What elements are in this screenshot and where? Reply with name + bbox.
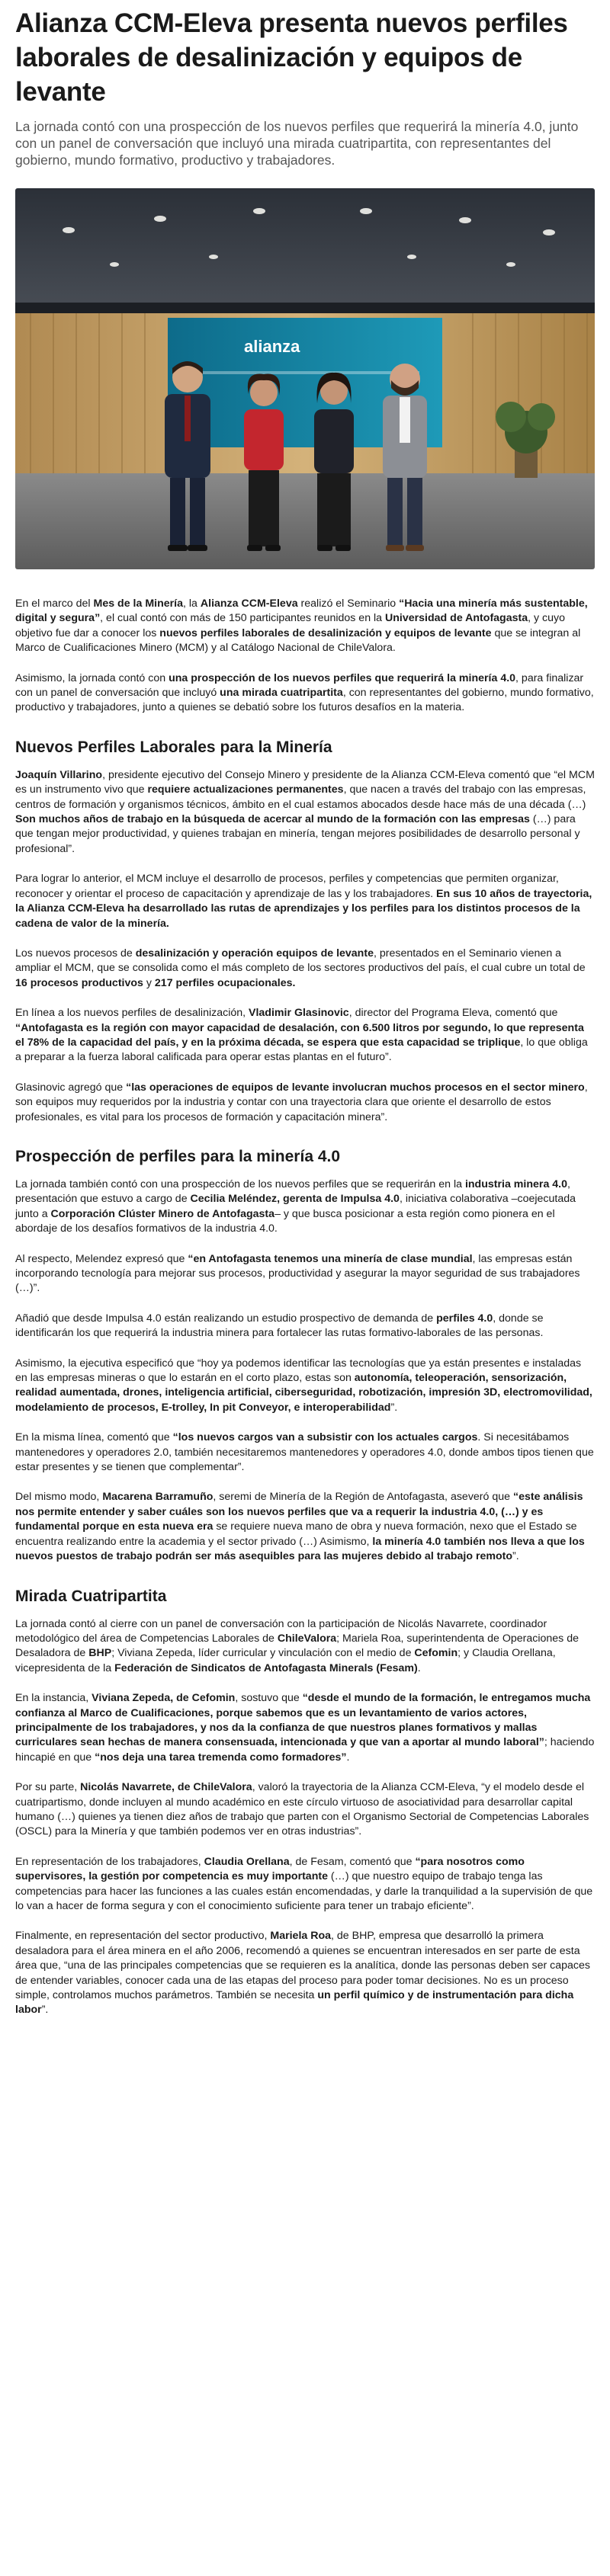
text-run: , presidente ejecutivo del Consejo Minero y presidente de la Alianza CCM-Eleva comentó que “el MCM es un instrumento vivo que [15,768,595,796]
section-heading: Mirada Cuatripartita [15,1587,167,1605]
text-run: En la instancia, [15,1692,92,1705]
bold-run: industria minera 4.0 [464,1177,567,1190]
bold-run: Joaquín Villarino [15,768,103,781]
text-run: ; Mariela Roa, superintendenta de Operaciones de Desaladora de [15,1632,579,1660]
text-run: . Si necesitábamos mantenedores y operadores 2.0, también necesitaremos mantenedores y operadores 4.0, donde ambos tipos tienen que estar presentes y se tienen que complementar”. [15,1431,594,1474]
text-run: La jornada contó al cierre con un panel de conversación con la participación de Nicolás Navarrete, coordinador metodológico del área de Competencias Laborales de [15,1617,547,1645]
text-run: ; y Claudia Orellana, vicepresidenta de la [15,1647,556,1674]
text-run: ; Viviana Zepeda, líder curricular y vinculación con el medio de [111,1647,415,1660]
bold-run: Mes de la Minería [93,598,183,610]
body-paragraph [15,1177,595,1237]
text-run: , director del Programa Eleva, comentó que [348,1007,558,1020]
bold-run: BHP [88,1647,112,1660]
bold-run: requiere actualizaciones permanentes [147,783,344,796]
section-heading: Nuevos Perfiles Laborales para la Minería [15,738,332,756]
body-paragraph [15,1252,595,1296]
body-paragraph [15,1780,595,1840]
article-title: Alianza CCM-Eleva presenta nuevos perfiles laborales de desalinización y equipos de levante [15,8,568,107]
text-run: , presentados en el Seminario vienen a ampliar el MCM, que se consolida como el más completo de los sectores productivos del país, el cual cubre un total de [15,947,586,975]
bold-run: un perfil químico y de instrumentación para dicha labor [15,1989,574,2017]
event-photo-image [15,188,595,569]
body-paragraph [15,1006,595,1065]
bold-run: “desde el mundo de la formación, le entregamos mucha confianza al Marco de Cualificaciones [15,1692,591,1719]
bold-run: Alianza CCM-Eleva [200,598,298,610]
text-run: , son equipos muy requeridos por la industria y contar con una trayectoria clara que oriente el desarrollo de estos profesionales, es vital para los procesos de formación y capacitación minera”. [15,1081,588,1123]
bold-run: Corporación Clúster Minero de Antofagasta [50,1207,275,1220]
bold-run: la minería 4.0 también nos lleva a que los nuevos puestos de trabajo podrán ser más asequibles para las mujeres debido al trabajo remoto [15,1535,585,1563]
bold-run: desalinización y operación equipos de levante [135,947,374,960]
bold-run: Viviana Zepeda, de Cefomin [92,1692,236,1705]
text-run: que se integran al Marco de Cualificaciones Minero (MCM) y al Catálogo Nacional de ChileValora. [15,626,581,655]
text-run: ”. [390,1401,398,1414]
text-run: En representación de los trabajadores, [15,1855,204,1868]
text-run: Asimismo, la ejecutiva especificó que “hoy ya podemos identificar las tecnologías que ya están presentes e instaladas en las empresas mineras o que lo estarán en el corto plazo, estas son [15,1357,582,1385]
text-run: (…) para que tengan mejor productividad, y quienes trabajan en minería, tengan mejores posibilidades de desarrollo personal y profesional”. [15,813,580,855]
article-lead: La jornada contó con una prospección de los nuevos perfiles que requerirá la minería 4.0, junto con un panel de conversación que incluyó una mirada cuatripartita, con representantes del gobierno, mundo formativo, productivo y trabajadores. [15,119,579,168]
bold-run: Mariela Roa [270,1930,332,1943]
bold-run: Cecilia Meléndez, gerenta de Impulsa 4.0 [190,1193,400,1206]
text-run: Por su parte, [15,1781,81,1794]
text-run: ”. [41,2004,49,2017]
text-run: En la misma línea, comentó que [15,1431,173,1444]
text-run: ; haciendo hincapié en que [15,1736,595,1764]
text-run: , sostuvo que [235,1692,303,1705]
text-run: , presentación que estuvo a cargo de [15,1177,570,1206]
bold-run: 16 procesos productivos [15,976,143,989]
text-run: ”. [512,1550,519,1563]
text-run: , de BHP, empresa que desarrolló la primera desaladora para el área minera en el año 2006, recomendó a quienes se encuentran interesados en ser parte de esta área que, “una de las principales competencias que se requieren es la analítica, donde las personas deben ser capaces de entender variables, conocer cada una de las etapas del proceso para poder tomar decisiones. No es un proceso simple, controlamos muchos parámetros. También se necesita [15,1930,590,2002]
bold-run: Federación de Sindicatos de Antofagasta Minerals (Fesam) [114,1661,418,1674]
bold-run: “Antofagasta es la región con mayor capacidad de desalación, con 6.500 litros por segundo, lo que representa el 78% de la capacidad del país, y en la próxima década, se espera que esta capacidad se triplique [15,1021,584,1049]
body-paragraph [15,1929,595,2017]
bold-run: Son muchos años de trabajo en la búsqueda de acercar al mundo de la formación con las empresas [15,813,530,826]
text-run: Del mismo modo, [15,1491,103,1504]
body-paragraph [15,947,595,991]
text-run: La jornada también contó con una prospección de los nuevos perfiles que se requerirán en la [15,1177,465,1190]
bold-run: “para nosotros como supervisores, la gestión por competencia es muy importante [15,1855,525,1883]
body-paragraph [15,1357,595,1416]
text-run: realizó el Seminario [297,598,400,610]
text-run: , donde se identificarán los que requerirá la industria minera para fortalecer las rutas formativo-laborales de las personas. [15,1312,544,1340]
text-run: En línea a los nuevos perfiles de desalinización, [15,1007,249,1020]
text-run: , lo que obliga a preparar a la fuerza laboral calificada para operar estas plantas en el futuro”. [15,1036,588,1064]
bold-run: autonomía, teleoperación, sensorización, realidad aumentada, drones, inteligencia artificial, ciberseguridad, robotización, impresión 3D, electromovilidad, modelamiento de procesos, E-trolley, In pit Conveyor, e interoperabilidad [15,1372,592,1414]
bold-run: Universidad de Antofagasta [385,612,528,625]
text-run: Asimismo, la jornada contó con [15,671,169,684]
text-run: , seremi de Minería de la Región de Antofagasta, aseveró que [213,1491,513,1504]
body-paragraph [15,1855,595,1914]
text-run: – y que busca posicionar a esta región como pionera en el abordaje de los desafíos formativos de la industria 4.0. [15,1207,555,1235]
text-run: , y cuyo objetivo fue dar a conocer los [15,612,566,639]
bold-run: Cefomin [414,1647,458,1660]
text-run: . [346,1751,350,1764]
body-paragraph [15,1691,595,1765]
body-paragraph [15,1312,595,1341]
bold-run: una prospección de los nuevos perfiles que requerirá la minería 4.0 [169,671,516,684]
bold-run: Macarena Barramuño [102,1491,214,1504]
bold-run: 217 perfiles ocupacionales. [154,976,296,989]
body-paragraph [15,1490,595,1564]
bold-run: ChileValora [277,1632,337,1645]
text-run: y [143,976,155,989]
text-run: (…) que nuestro equipo de trabajo tenga las competencias para hacer las funciones a las cuales están encomendadas, y darle la tranquilidad a la supervisión de que lo van a hacer de forma segura y con el conocimiento suficiente para tener un trabajo eficiente”. [15,1870,593,1912]
section-heading: Prospección de perfiles para la minería 4.0 [15,1147,341,1165]
text-run: Glasinovic agregó que [15,1081,127,1094]
text-run: Finalmente, en representación del sector productivo, [15,1930,271,1943]
bold-run: “Hacia una minería más sustentable, digital y segura” [15,598,588,625]
banner-text: alianza [244,337,300,356]
body-paragraph [15,671,595,716]
bold-run: Vladimir Glasinovic [249,1007,349,1020]
bold-run: En sus 10 años de trayectoria, la Alianza CCM-Eleva ha desarrollado las rutas de aprendizajes y los perfiles para los distintos procesos de la cadena de valor de la minería. [15,887,592,930]
bold-run: Nicolás Navarrete, de ChileValora [80,1781,252,1794]
bold-run: , porque sabemos que es un levantamiento de varios actores, principalmente de los trabajadores, y nos da la confianza de que nuestros planes formativos y mallas curriculares sean hechas de manera consensuada, intencionada y que van a aportar al mundo laboral” [15,1706,544,1749]
bold-run: “en Antofagasta tenemos una minería de clase mundial [188,1252,473,1265]
text-run: En el marco del [15,598,94,610]
body-paragraph [15,1431,595,1475]
text-run: Añadió que desde Impulsa 4.0 están realizando un estudio prospectivo de demanda de [15,1312,437,1325]
text-run: , valoró la trayectoria de la Alianza CCM-Eleva, “y el modelo desde el cuatripartismo, donde incluyen al mundo académico en este círculo virtuoso de asociatividad para desarrollar capital humano (…) quienes ya tienen diez años de trabajo que parten con el Organismo Sectorial de Competencias Laborales (OSCL) para la Minería y que también podemos ver en otras industrias”. [15,1781,589,1838]
article-body [15,597,595,2018]
text-run: , para finalizar con un panel de conversación que incluyó [15,671,584,700]
text-run: . [417,1661,421,1674]
text-run: Para lograr lo anterior, el MCM incluye el desarrollo de procesos, perfiles y competencias que permiten organizar, reconocer y orientar el proceso de capacitación y aprendizaje de las y los trabajadores. [15,873,559,900]
text-run: Al respecto, Melendez expresó que [15,1252,188,1265]
text-run: , que nacen a través del trabajo con las empresas, centros de formación y organismos técnicos, ámbito en el cual estamos abocados desde hace más de una década (…) [15,783,586,811]
text-run: , de Fesam, comentó que [289,1855,416,1868]
text-run: se requiere nueva mano de obra y nueva formación, nexo que el Estado se encuentra realizando entre la academia y el sector privado (…) Asimismo, [15,1520,577,1548]
bold-run: “los nuevos cargos van a subsistir con los actuales cargos [172,1431,478,1444]
text-run: , las empresas están incorporando tecnología para mejorar sus procesos, productividad y asegurar la mayor seguridad de sus trabajadores (…)”. [15,1252,580,1295]
body-paragraph [15,597,595,656]
body-paragraph [15,872,595,931]
text-run: , con representantes del gobierno, mundo formativo, productivo y trabajadores, junto a quienes se debatió sobre los futuros desafíos en la materia. [15,687,594,714]
bold-run: Claudia Orellana [204,1855,290,1868]
text-run: Los nuevos procesos de [15,947,136,960]
bold-run: “este análisis nos permite entender y saber cuáles son los nuevos perfiles que va a requerir la industria 4.0, (…) y es fundamental porque en esta nueva era [15,1491,583,1533]
text-run: , iniciativa colaborativa –coejecutada junto a [15,1193,576,1220]
bold-run: perfiles 4.0 [436,1312,493,1325]
event-photo [15,188,595,569]
bold-run: nuevos perfiles laborales de desalinización y equipos de levante [159,626,492,639]
body-paragraph [15,768,595,857]
bold-run: “las operaciones de equipos de levante involucran muchos procesos en el sector minero [126,1081,585,1094]
body-paragraph [15,1617,595,1677]
text-run: , el cual contó con más de 150 participantes reunidos en la [100,612,386,625]
text-run: , la [183,598,201,610]
bold-run: una mirada cuatripartita [220,687,343,700]
bold-run: “nos deja una tarea tremenda como formadores” [95,1751,347,1764]
body-paragraph [15,1081,595,1125]
